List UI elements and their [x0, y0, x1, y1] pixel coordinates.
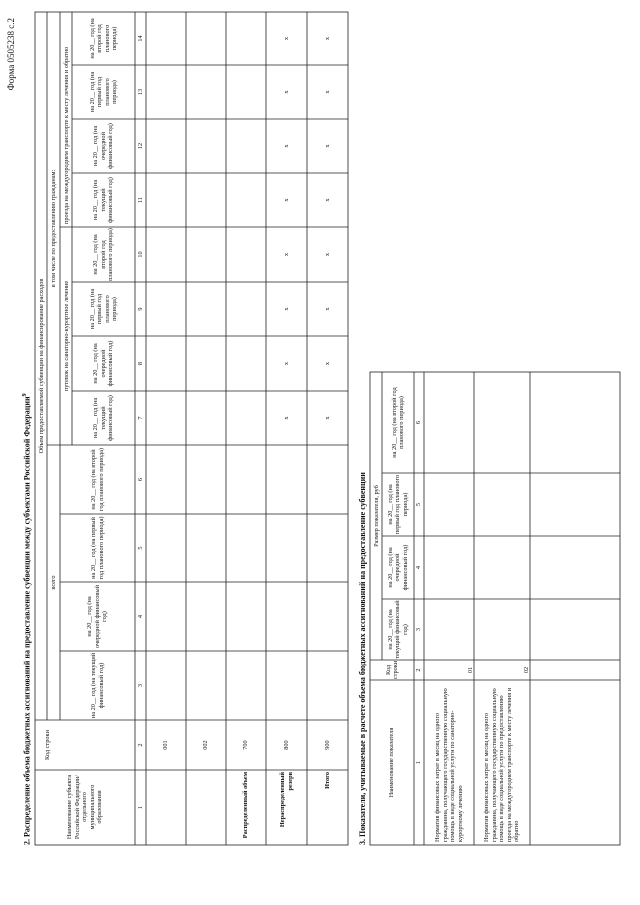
row-900-code: 900 — [323, 740, 331, 750]
colnum-2: 2 — [136, 743, 144, 747]
row-700-code: 700 — [242, 740, 250, 750]
header-san-current: на 20__ год (на текущий финансовый год) — [92, 395, 115, 441]
colnum-12: 12 — [136, 142, 144, 150]
row-800-col9: x — [282, 307, 290, 311]
s3-colnum-3: 3 — [415, 627, 423, 632]
colnum-6: 6 — [136, 477, 144, 482]
s3-header-second: на 20__ год (на второй год планового периода) — [390, 387, 405, 458]
s3-row-02-code: 02 — [522, 666, 530, 674]
row-1-code: 001 — [162, 740, 170, 750]
header-travel: проезда на междугороднем транспорте к месту лечения и обратно — [62, 46, 70, 224]
row-800-col13: x — [282, 90, 290, 94]
header-total-current: на 20__ год (на текущий финансовый год) — [90, 652, 105, 719]
row-800-col8: x — [282, 361, 290, 366]
header-total: всего — [50, 575, 58, 590]
colnum-8: 8 — [136, 361, 144, 366]
row-800-col14: x — [282, 36, 290, 41]
s3-row-01-name: Норматив финансовых затрат в месяц на одного гражданина, получающего государственную социальную помощь в виде социальной услуги по санаторно-курортному лечению — [434, 688, 464, 842]
row-900-col14: x — [323, 36, 331, 41]
s3-header-name: Наименование показателя — [388, 727, 396, 798]
s3-colnum-5: 5 — [415, 502, 423, 507]
header-sanatorium: путевок на санаторно-курортное лечение — [62, 280, 70, 392]
s3-colnum-1: 1 — [415, 760, 423, 765]
row-900-col12: x — [323, 144, 331, 148]
s3-header-size: Размер показателя, руб — [372, 485, 380, 547]
header-code: Код строки — [44, 730, 51, 760]
s3-row-01-code: 01 — [466, 666, 474, 674]
section3-title: 3. Показатели, учитываемые в расчете объема бюджетных ассигнований на предоставление субвенции — [358, 472, 367, 845]
header-travel-first: на 20__ год (на первый год планового периода) — [88, 71, 118, 113]
colnum-5: 5 — [136, 546, 144, 550]
row-800-name: Нераспределенный резерв — [279, 772, 294, 828]
row-700-name: Распределенный объем — [242, 772, 250, 839]
row-800-col12: x — [282, 144, 290, 148]
colnum-3: 3 — [136, 683, 144, 688]
row-900-col8: x — [323, 361, 331, 366]
s3-header-next: на 20__ год (на очередной финансовый год) — [386, 544, 409, 591]
header-volume: Объем предоставляемой субвенции на финансирование расходов — [37, 278, 45, 454]
header-total-first: на 20__ год (на первый год планового периода) — [90, 516, 105, 580]
s3-header-code: Код строки — [384, 661, 399, 679]
form-label: Форма 0505238 с.2 — [6, 18, 16, 91]
colnum-1: 1 — [136, 805, 144, 810]
header-travel-current: на 20__ год (на текущий финансовый год) — [92, 177, 115, 223]
s3-colnum-2: 2 — [415, 668, 423, 672]
row-800-col10: x — [282, 252, 290, 257]
colnum-7: 7 — [136, 416, 144, 420]
row-800-code: 800 — [282, 740, 290, 750]
colnum-13: 13 — [136, 88, 144, 96]
header-san-second: на 20__ год (на второй год планового периода) — [92, 228, 115, 281]
s3-colnum-6: 6 — [415, 420, 423, 425]
row-2-code: 002 — [202, 740, 210, 750]
row-900-col11: x — [323, 198, 331, 202]
s3-header-current: на 20__ год (на текущий финансовый год) — [386, 600, 409, 659]
header-name: Наименование субъекта Российской Федерации/ отдельного муниципального образования — [66, 774, 104, 840]
row-900-name: Итого — [323, 772, 331, 789]
header-travel-second: на 20__ год (на второй год планового периода) — [88, 18, 118, 59]
row-900-col10: x — [323, 252, 331, 257]
header-total-next: на 20__ год (на очередной финансовый год) — [86, 585, 109, 648]
colnum-4: 4 — [136, 614, 144, 619]
row-800-col7: x — [282, 416, 290, 420]
s3-colnum-4: 4 — [415, 565, 423, 570]
row-800-col11: x — [282, 198, 290, 202]
header-travel-next: на 20__ год (на очередной финансовый год) — [92, 123, 115, 169]
header-san-next: на 20__ год (на очередной финансовый год) — [92, 340, 115, 387]
row-900-col9: x — [323, 307, 331, 311]
footnote-mark: 9 — [22, 393, 28, 397]
colnum-11: 11 — [136, 196, 144, 204]
colnum-9: 9 — [136, 307, 144, 311]
header-total-second: на 20__ год (на второй год планового периода) — [90, 448, 105, 511]
row-900-col7: x — [323, 416, 331, 420]
header-including: в том числе по предоставлению гражданам: — [50, 169, 58, 288]
colnum-14: 14 — [136, 35, 144, 42]
s3-row-02-name: Норматив финансовых затрат в месяц на одного гражданина, получающего государственную социальную помощь в виде социальной услуги по предоставлению проезда на междугороднем транспорте к месту лечения и обратно — [483, 687, 521, 842]
section2-title-text: 2. Распределение объема бюджетных ассигнований на предоставление субвенции между субъектами Российской Федерации — [22, 396, 32, 845]
s3-header-first: на 20__ год (на первый год планового периода) — [386, 474, 409, 535]
row-900-col13: x — [323, 90, 331, 94]
colnum-10: 10 — [136, 251, 144, 258]
header-san-first: на 20__ год (на первый год планового периода) — [88, 288, 118, 330]
